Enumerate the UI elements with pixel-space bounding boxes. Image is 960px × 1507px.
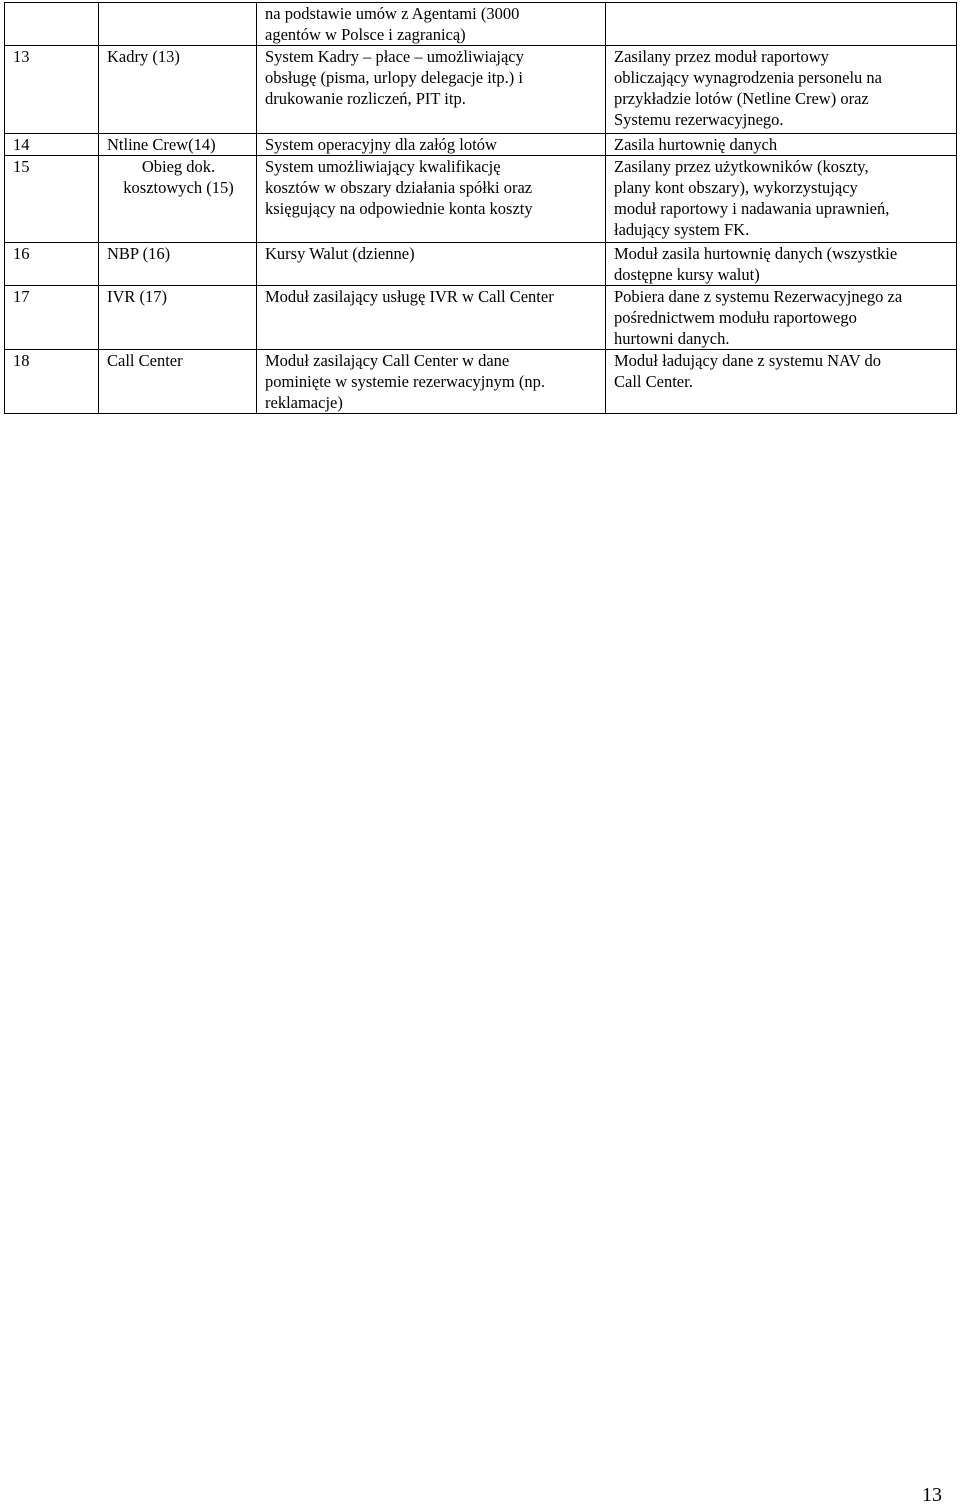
system-description [257,350,606,414]
description-line: Moduł zasilający usługę IVR w Call Center [265,287,554,306]
description-line: na podstawie umów z Agentami (3000 [265,4,520,23]
table-row [5,243,957,286]
row-number: 14 [5,134,99,156]
name-line: Call Center [107,351,183,370]
row-number: 13 [5,46,99,134]
name-line: Kadry (13) [107,47,180,66]
system-source [606,350,957,414]
page-number: 13 [922,1484,942,1506]
system-source [606,134,957,156]
description-line: System operacyjny dla załóg lotów [265,135,497,154]
source-line: ładujący system FK. [614,220,750,239]
row-number [5,3,99,46]
source-line: plany kont obszary), wykorzystujący [614,178,858,197]
system-source [606,286,957,350]
row-number: 15 [5,156,99,243]
system-source [606,3,957,46]
system-name [99,286,257,350]
source-line: pośrednictwem modułu raportowego [614,308,857,327]
name-line: Obieg dok. [141,157,216,176]
system-name [99,134,257,156]
system-description [257,156,606,243]
description-line: drukowanie rozliczeń, PIT itp. [265,89,466,108]
source-line: Zasilany przez użytkowników (koszty, [614,157,869,176]
system-source [606,46,957,134]
row-number: 16 [5,243,99,286]
source-line: Moduł ładujący dane z systemu NAV do [614,351,882,370]
description-line: System umożliwiający kwalifikację [265,157,501,176]
source-line: Zasila hurtownię danych [614,135,778,154]
description-line: księgujący na odpowiednie konta koszty [265,199,533,218]
description-line: Kursy Walut (dzienne) [265,244,415,263]
source-line: hurtowni danych. [614,329,730,348]
system-description [257,3,606,46]
system-name [99,156,257,243]
description-line: reklamacje) [265,393,343,412]
description-line: agentów w Polsce i zagranicą) [265,25,466,44]
name-line: NBP (16) [107,244,171,263]
source-line: Zasilany przez moduł raportowy [614,47,829,66]
name-line: Ntline Crew(14) [107,135,216,154]
name-line: kosztowych (15) [123,178,234,197]
description-line: obsługę (pisma, urlopy delegacje itp.) i [265,68,523,87]
source-line: Call Center. [614,372,693,391]
system-description [257,243,606,286]
source-line: moduł raportowy i nadawania uprawnień, [614,199,890,218]
source-line: przykładzie lotów (Netline Crew) oraz [614,89,869,108]
row-number: 18 [5,350,99,414]
system-name [99,3,257,46]
system-description [257,286,606,350]
description-line: System Kadry – płace – umożliwiający [265,47,524,66]
system-source [606,156,957,243]
system-name [99,350,257,414]
name-line: IVR (17) [107,287,168,306]
table-row [5,134,957,156]
description-line: Moduł zasilający Call Center w dane [265,351,510,370]
description-line: pominięte w systemie rezerwacyjnym (np. [265,372,545,391]
system-description [257,134,606,156]
system-source [606,243,957,286]
table-row [5,46,957,134]
system-description [257,46,606,134]
source-line: Systemu rezerwacyjnego. [614,110,784,129]
source-line: Pobiera dane z systemu Rezerwacyjnego za [614,287,903,306]
table-row [5,350,957,414]
table-row [5,286,957,350]
systems-table [4,2,957,414]
description-line: kosztów w obszary działania spółki oraz [265,178,533,197]
table-row [5,3,957,46]
table-row [5,156,957,243]
source-line: Moduł zasila hurtownię danych (wszystkie [614,244,898,263]
system-name [99,243,257,286]
source-line: dostępne kursy walut) [614,265,760,284]
source-line: obliczający wynagrodzenia personelu na [614,68,883,87]
row-number: 17 [5,286,99,350]
system-name [99,46,257,134]
